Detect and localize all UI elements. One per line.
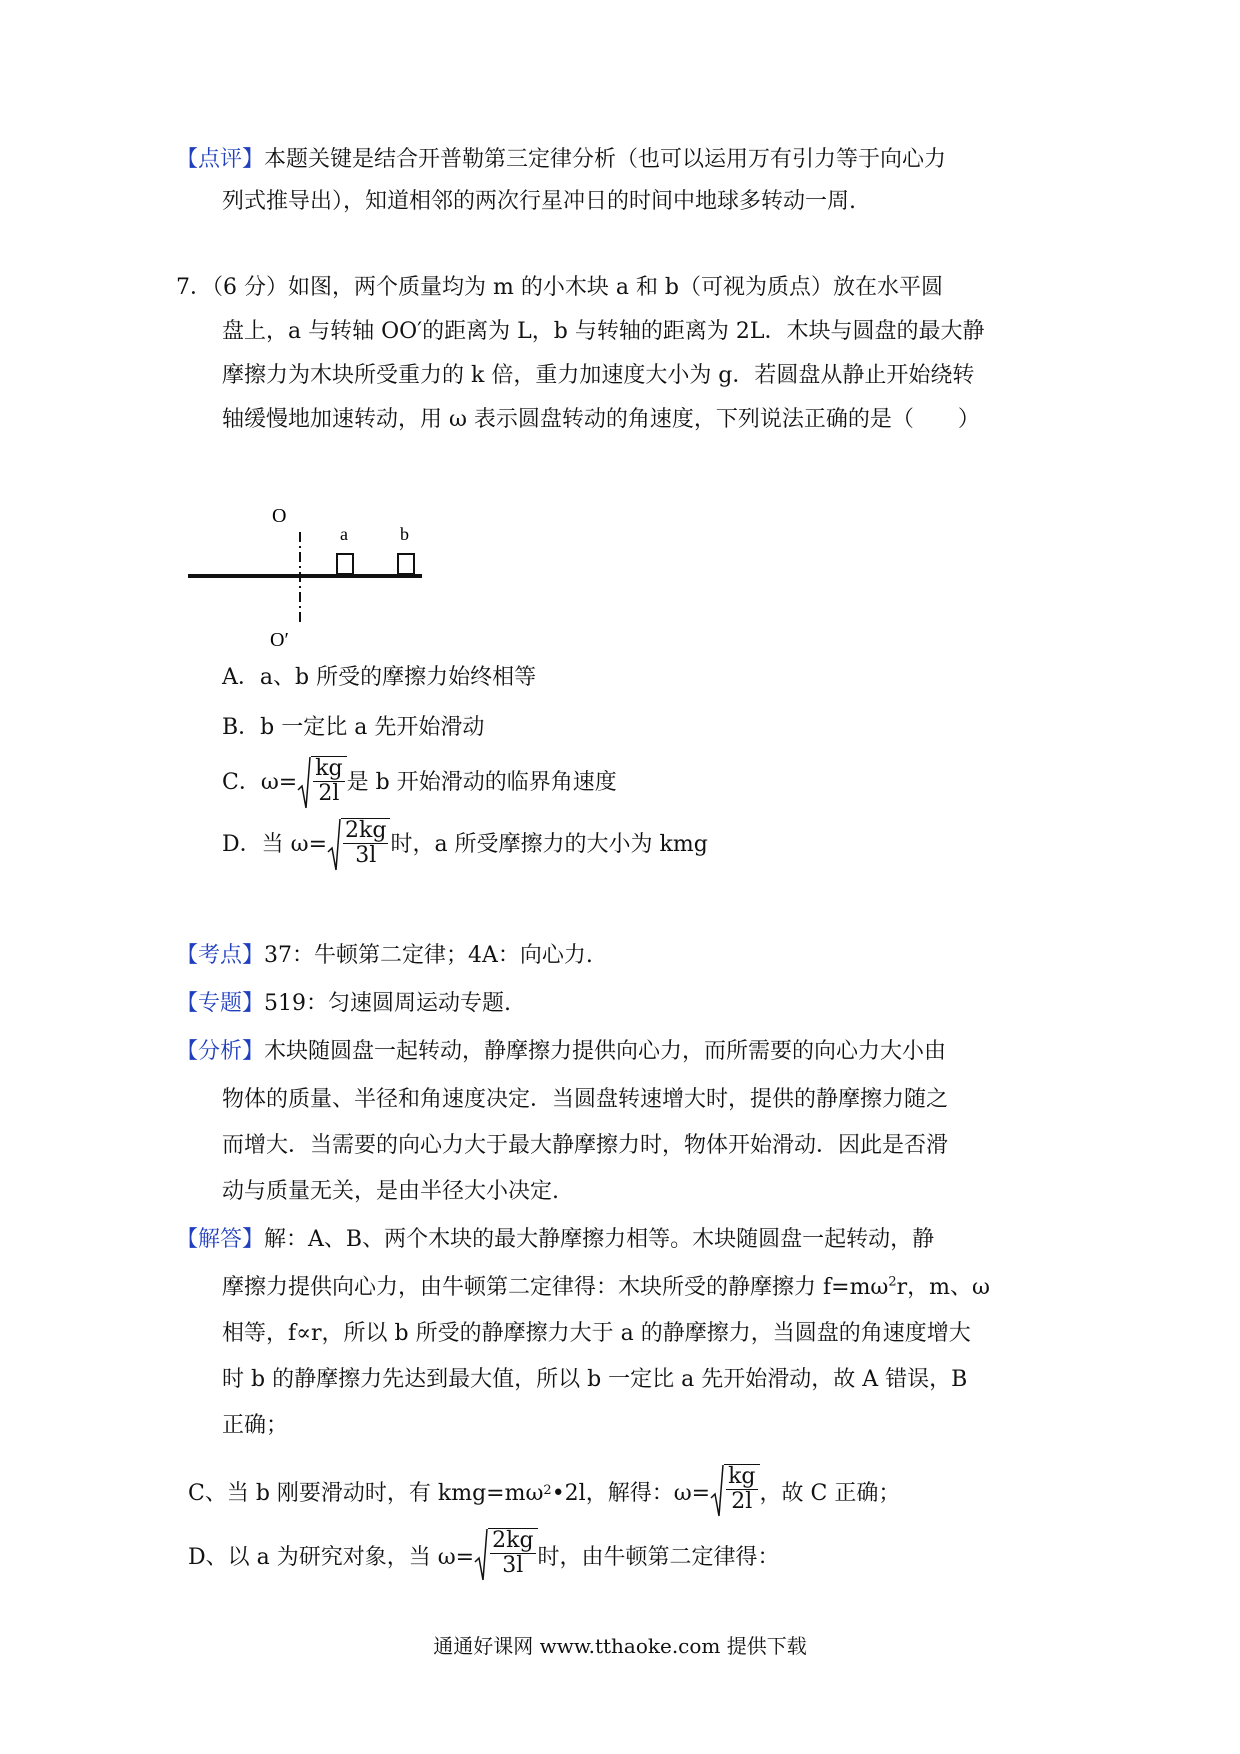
jieda-d-numerator: 2kg xyxy=(492,1528,534,1553)
jieda-c-c: ，故 C 正确； xyxy=(759,1480,901,1506)
jieda-c-numerator: kg xyxy=(728,1464,756,1489)
question-line-3: 摩擦力为木块所受重力的 k 倍，重力加速度大小为 g．若圆盘从静止开始绕转 xyxy=(222,363,975,388)
jieda-c-a: C、当 b 刚要滑动时，有 kmg=mω xyxy=(188,1480,544,1506)
zhuanti-line xyxy=(176,988,511,1020)
zhuanti-tag: 【专题】 xyxy=(176,991,265,1016)
fenxi-tag: 【分析】 xyxy=(176,1039,265,1064)
block-a-label: a xyxy=(340,524,348,544)
option-c-denominator: 2l xyxy=(318,781,340,806)
review-line-1 xyxy=(176,144,946,176)
jieda-line-2-a: 摩擦力提供向心力，由牛顿第二定律得：木块所受的静摩擦力 f=mω xyxy=(222,1275,889,1300)
block-a xyxy=(337,554,353,574)
jieda-text-1: 解：A、B、两个木块的最大静摩擦力相等。木块随圆盘一起转动，静 xyxy=(264,1227,935,1252)
jieda-line-2-sup: 2 xyxy=(888,1274,897,1290)
review-text-1: 本题关键是结合开普勒第三定律分析（也可以运用万有引力等于向心力 xyxy=(264,147,947,172)
zhuanti-text: 519：匀速圆周运动专题. xyxy=(264,991,512,1016)
jieda-c-sqrt xyxy=(710,1464,759,1518)
axis-label-top: O xyxy=(272,505,287,527)
fenxi-line-2: 物体的质量、半径和角速度决定．当圆盘转速增大时，提供的静摩擦力随之 xyxy=(222,1087,949,1112)
jieda-line-4: 时 b 的静摩擦力先达到最大值，所以 b 一定比 a 先开始滑动，故 A 错误，B xyxy=(222,1367,968,1392)
question-line-4: 轴缓慢地加速转动，用 ω 表示圆盘转动的角速度，下列说法正确的是（ ） xyxy=(222,407,980,432)
option-c-numerator: kg xyxy=(315,756,343,781)
jieda-line-1 xyxy=(176,1224,934,1256)
option-c-prefix: C．ω= xyxy=(222,770,298,795)
jieda-line-5: 正确； xyxy=(222,1413,289,1438)
option-d xyxy=(222,818,708,872)
jieda-d-a: D、以 a 为研究对象，当 ω= xyxy=(188,1544,475,1570)
jieda-c-denominator: 2l xyxy=(731,1489,753,1514)
jieda-d-sqrt xyxy=(474,1528,537,1582)
option-d-denominator: 3l xyxy=(355,843,377,868)
jieda-d-denominator: 3l xyxy=(502,1553,524,1578)
jieda-line-3: 相等，f∝r，所以 b 所受的静摩擦力大于 a 的静摩擦力，当圆盘的角速度增大 xyxy=(222,1321,971,1346)
option-b: B．b 一定比 a 先开始滑动 xyxy=(222,715,485,740)
fenxi-line-3: 而增大．当需要的向心力大于最大静摩擦力时，物体开始滑动．因此是否滑 xyxy=(222,1133,949,1158)
jieda-line-2 xyxy=(222,1272,990,1304)
jieda-d-b: 时，由牛顿第二定律得： xyxy=(537,1544,780,1570)
jieda-d-line xyxy=(188,1528,780,1582)
option-d-sqrt xyxy=(327,818,390,872)
option-d-numerator: 2kg xyxy=(345,818,387,843)
option-c-suffix: 是 b 开始滑动的临界角速度 xyxy=(346,770,617,795)
kaodian-tag: 【考点】 xyxy=(176,943,265,968)
disc-figure xyxy=(180,494,440,654)
page-footer: 通通好课网 www.tthaoke.com 提供下载 xyxy=(433,1634,807,1658)
question-line-1: 7．（6 分）如图，两个质量均为 m 的小木块 a 和 b（可视为质点）放在水平圆 xyxy=(176,275,944,300)
fenxi-text-1: 木块随圆盘一起转动，静摩擦力提供向心力，而所需要的向心力大小由 xyxy=(264,1039,947,1064)
option-c xyxy=(222,756,617,810)
option-d-suffix: 时，a 所受摩擦力的大小为 kmg xyxy=(390,832,708,857)
option-c-sqrt xyxy=(297,756,346,810)
jieda-line-2-b: r，m、ω xyxy=(896,1275,990,1300)
question-line-2: 盘上，a 与转轴 OO′的距离为 L，b 与转轴的距离为 2L．木块与圆盘的最大静 xyxy=(222,319,985,344)
kaodian-text: 37：牛顿第二定律；4A：向心力. xyxy=(264,943,593,968)
fenxi-line-4: 动与质量无关，是由半径大小决定. xyxy=(222,1179,559,1204)
jieda-tag: 【解答】 xyxy=(176,1227,265,1252)
block-b xyxy=(398,554,414,574)
option-d-prefix: D．当 ω= xyxy=(222,832,328,857)
kaodian-line xyxy=(176,940,593,972)
option-a: A．a、b 所受的摩擦力始终相等 xyxy=(222,665,537,690)
jieda-c-line: C、当 b 刚要滑动时，有 kmg=mω 2 •2l，解得：ω= $\frac{kg}{2l}$ ，故 C 正确； xyxy=(188,1464,900,1518)
jieda-c-b: •2l，解得：ω= xyxy=(551,1480,711,1506)
review-line-2: 列式推导出），知道相邻的两次行星冲日的时间中地球多转动一周. xyxy=(222,189,856,214)
review-tag: 【点评】 xyxy=(176,147,265,172)
block-b-label: b xyxy=(400,524,409,544)
fenxi-line-1 xyxy=(176,1036,946,1068)
axis-label-bottom: O′ xyxy=(270,629,289,651)
